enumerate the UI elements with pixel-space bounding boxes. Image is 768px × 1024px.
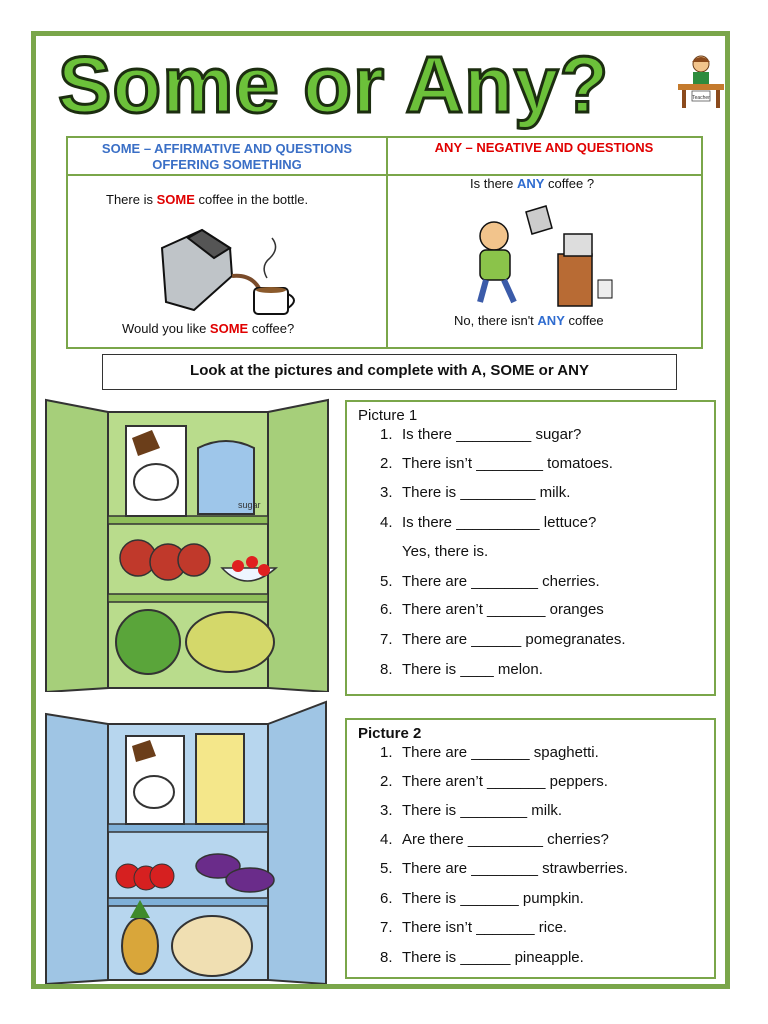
picture-1-exercise: [345, 400, 716, 696]
picture-1-title: Picture 1: [358, 407, 418, 424]
picture-1-question: 4. Is there __________ lettuce?: [380, 514, 597, 531]
empty-coffee-illustration: [466, 202, 626, 310]
page-title: Some or Any?: [58, 40, 610, 129]
picture-2-question: 7. There isn’t _______ rice.: [380, 919, 568, 936]
picture-1-question: 1. Is there _________ sugar?: [380, 426, 582, 443]
picture-2-question: 4. Are there _________ cherries?: [380, 831, 609, 848]
picture-1-question: 6. There aren’t _______ oranges: [380, 601, 604, 618]
picture-1-question: 2. There isn’t ________ tomatoes.: [380, 455, 613, 472]
picture-2-question: 1. There are _______ spaghetti.: [380, 744, 599, 761]
coffee-pot-illustration: [142, 218, 304, 318]
fridge-2-illustration: [42, 700, 330, 984]
picture-2-question: 2. There aren’t _______ peppers.: [380, 773, 608, 790]
rules-table: [66, 136, 703, 349]
some-example-2: Would you like SOME coffee?: [122, 321, 295, 336]
any-rule-header: ANY – NEGATIVE AND QUESTIONS: [434, 140, 654, 155]
some-rule-header: SOME – AFFIRMATIVE AND QUESTIONS OFFERING SOMETHING: [101, 141, 353, 172]
any-example-2: No, there isn't ANY coffee: [454, 313, 604, 328]
picture-2-exercise: [345, 718, 716, 979]
picture-2-question: 3. There is ________ milk.: [380, 802, 563, 819]
picture-1-question: 5. There are ________ cherries.: [380, 573, 600, 590]
picture-2-question: 6. There is _______ pumpkin.: [380, 890, 584, 907]
sugar-bag-label: sugar: [238, 500, 261, 510]
picture-1-question: 8. There is ____ melon.: [380, 661, 543, 678]
teacher-illustration: [676, 52, 726, 110]
picture-1-question: 7. There are ______ pomegranates.: [380, 631, 626, 648]
picture-2-title: Picture 2: [358, 725, 422, 742]
picture-1-question: 3. There is _________ milk.: [380, 484, 571, 501]
any-example-1: Is there ANY coffee ?: [470, 176, 595, 191]
picture-2-question: 8. There is ______ pineapple.: [380, 949, 584, 966]
teacher-sign-text: Teacher: [692, 95, 710, 101]
some-example-1: There is SOME coffee in the bottle.: [106, 192, 309, 207]
picture-2-question: 5. There are ________ strawberries.: [380, 860, 628, 877]
picture-1-answer: Yes, there is.: [402, 543, 489, 560]
fridge-1-illustration: [42, 398, 330, 692]
instruction-box: Look at the pictures and complete with A, SOME or ANY: [102, 354, 677, 390]
